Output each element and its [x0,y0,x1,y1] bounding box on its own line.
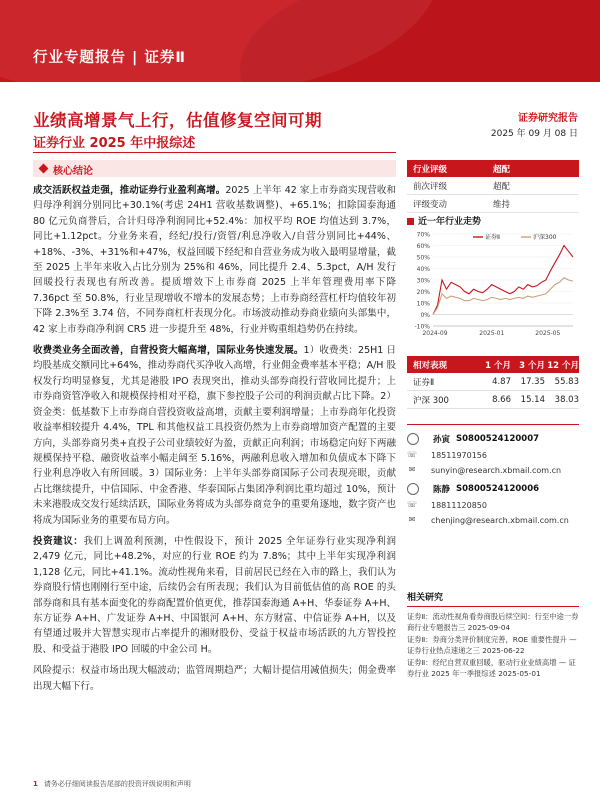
paragraph-text: 1）收费类：25H1 日均股基成交额同比+64%，推动券商代买净收入高增，行业佣金费率基本平稳；A/H 股权发行均明显修复，尤其是港股 IPO 表现突出，推动头部券商投行营收同比提升；上市券商资管净收入和规模保持相对平稳，旗下参控股子公司的利润贡献占比下降。2）资金类：低基数下上市券商自营投资收益高增，贡献主要利润增量；上市券商年化投资收益率相较提升 4.4%，TPL 和其他权益工具投资仍然为上市券商增加资产配置的主要方向，头部券商另类+直投子公司业绩较好为盈，贡献正向利润；市场稳定向好下两融规模保持平稳、融资收益率小幅走阔至 5.16%，两融利息收入增加和负债成本下降下行业利息净收入有所回暖。3）国际业务：上半年头部券商国际子公司表现亮眼，贡献占比继续提升，中信国际、中金香港、华泰国际占集团净利润比重均超过 10%，预计未来港股成交发行延续活跃，国际业务将成为头部券商竞争的重要角逐地，数字资产也将成为国际业务的重要布局方向。 [33,345,396,526]
paragraph-lead: 成交活跃权益走强，推动证券行业盈利高增。 [33,185,226,196]
table-cell: 沪深 300 [413,395,449,406]
analyst-name-row [407,483,579,495]
divider [33,152,396,153]
paragraph [33,663,396,694]
analyst-email-row[interactable] [407,515,579,525]
analyst-name: 陈静 [433,485,451,495]
paragraph [33,534,396,657]
phone-icon: ☏ [407,500,418,509]
analyst-phone-row [407,450,579,460]
related-research-list [407,612,579,681]
report-subtitle: 证券行业 2025 年中报综述 [33,136,196,151]
y-tick-label: 40% [416,266,430,273]
table-header-cell: 3 个月 [519,360,545,371]
table-row [407,391,579,409]
table-header-cell: 12 个月 [547,360,579,371]
rating-table [407,160,579,213]
table-row [407,177,579,195]
paragraph [33,183,396,337]
paragraph-text: 我们上调盈利预测，中性假设下，预计 2025 全年证券行业实现净利润 2,479 亿元，同比+48.2%，对应的行业 ROE 约为 7.8%；其中上半年实现净利润 1,128 亿元，同比+41.1%。流动性视角来看，目前居民已经在入市的路上，我们认为券商股行情也刚刚行至中途，后续仍会有所表现；我们认为目前低估值的高 ROE 的头部券商和具有基本面变化的券商配置价值更优，推荐国泰海通 A+H、华泰证券 A+H、东方证券 A+H、广发证券 A+H、中国银河 A+H、东方财富、中信证券 A+H，以及有望通过吸并大智慧实现市占率提升的湘财股份、受益于权益市场活跃的九方智投控股、和受益于港股 IPO 回暖的中金公司 H。 [33,535,396,655]
analyst-code: S0800524120006 [456,484,540,494]
table-row [407,160,579,177]
paragraph-text: 2025 上半年 42 家上市券商实现营收和归母净利润分别同比+30.1%(考虑 24H1 营收基数调整)、+65.1%；扣除国泰海通 80 亿元负商誉后，合计归母净利润同比+52.4%：加权平均 ROE 均值达到 3.7%，同比+1.12pct。分业务来看，经纪/投行/资管/利息净收入/自营分别同比+44%、+18%、-3%、+31%和+47%，权益回暖下经纪和自营业务成为收入最明显增量，截至 2025 上半年来收入占比分别为 25%和 46%，同比提升 2.4、5.3pct，A/H 发行回暖投行表现也有所改善。提质增效下上市券商 2025 上半年管理费用率下降 7.36pct 至 50.8%，行业呈现增收不增本的发展态势；上市券商经营杠杆均值较年初下降 2.3%至 3.74 倍，不同券商杠杆表现分化。市场波动推动券商业绩向头部集中，42 家上市券商净利润 CR5 进一步提升至 48%，行业并购重组趋势仍在持续。 [33,185,396,335]
table-cell: 17.35 [520,376,545,387]
report-title: 业绩高增景气上行，估值修复空间可期 [33,111,322,130]
y-tick-label: 0% [420,312,430,319]
user-icon [407,483,419,495]
y-tick-label: 50% [416,254,430,262]
research-label: 证券研究报告 [518,113,578,124]
summary-heading [33,160,396,177]
y-tick-label: -10% [414,323,430,331]
related-item[interactable]: 证券Ⅱ：流动性视角看券商股后续空间：行至中途一券商行业专题报告三 2025-09-04 [407,612,579,632]
report-body [33,183,396,700]
summary-label: 核心结论 [53,166,93,177]
paragraph-lead: 收费类业务全面改善，自营投资大幅高增，国际业务快速发展。 [33,345,304,357]
paragraph [33,343,396,528]
phone-icon: ☏ [407,450,418,459]
user-icon [407,433,419,445]
diamond-icon [39,164,49,174]
page-footer [33,779,578,789]
related-item[interactable]: 证券Ⅱ：券商分类评价制度完善，ROE 重要性提升 — 证券行业热点速递之三 2025-06-22 [407,635,577,655]
trend-chart [403,226,579,344]
analyst-name-row [407,433,579,445]
decor-curve [240,0,600,82]
y-tick-label: 60% [416,243,430,250]
risk-text: 风险提示：权益市场出现大幅波动；监管周期趋严；大幅计提信用减值损失；佣金费率出现大幅下行。 [33,665,396,692]
related-item[interactable]: 证券Ⅱ：经纪自营双重回暖，驱动行业业绩高增 — 证券行业 2025 年一季报综述 2025-05-01 [407,658,576,678]
table-cell: 证券Ⅱ [413,377,435,388]
trend-label: 近一年行业走势 [418,217,482,227]
table-cell: 4.87 [492,376,511,387]
analyst-phone: 18811120850 [431,500,487,510]
paragraph-lead: 投资建议： [33,535,84,547]
table-header-cell: 1 个月 [485,360,511,371]
analyst-phone: 18511970156 [431,450,487,460]
y-tick-label: 20% [416,289,430,296]
y-tick-label: 10% [416,300,430,308]
table-cell: 超配 [493,164,511,175]
report-date: 2025 年 09 月 08 日 [490,129,578,139]
table-cell: 维持 [493,199,511,210]
x-tick-label: 2024-09 [422,330,448,337]
footer-disclaimer: 请务必仔细阅读报告尾部的投资评级说明和声明 [43,780,191,788]
y-tick-label: 30% [416,277,430,285]
table-cell: 评级变动 [413,199,448,210]
page-number: 1 [33,780,38,788]
analyst-name: 孙寅 [433,435,451,445]
header-band [0,0,600,82]
table-cell: 行业评级 [413,164,448,175]
related-research-heading: 相关研究 [407,590,579,607]
table-cell: 8.66 [492,394,511,405]
analyst-code: S0800524120007 [456,434,540,444]
table-header-cell: 相对表现 [413,360,448,371]
performance-table [407,356,579,409]
x-tick-label: 2025-01 [479,330,505,337]
analyst-phone-row [407,500,579,510]
table-cell: 15.14 [520,394,545,405]
analyst-email[interactable]: sunyin@research.xbmail.com.cn [431,465,562,475]
analyst-email[interactable]: chenjing@research.xbmail.com.cn [431,515,569,525]
report-type-title: 行业专题报告 | 证券Ⅱ [33,50,186,66]
table-row [407,373,579,391]
table-cell: 38.03 [554,394,579,405]
square-icon [407,218,414,225]
table-cell: 55.83 [554,376,579,387]
analyst-email-row[interactable] [407,465,579,475]
y-tick-label: 70% [416,231,430,239]
x-tick-label: 2025-05 [535,330,561,337]
table-header-row [407,356,579,373]
analyst-block [407,424,579,525]
mail-icon: ✉ [408,465,416,474]
table-cell: 超配 [493,181,511,192]
table-row [407,195,579,213]
legend-label: 证券Ⅱ [485,234,500,241]
mail-icon: ✉ [408,515,416,524]
legend-label: 沪深300 [533,234,557,241]
table-cell: 前次评级 [413,181,448,192]
